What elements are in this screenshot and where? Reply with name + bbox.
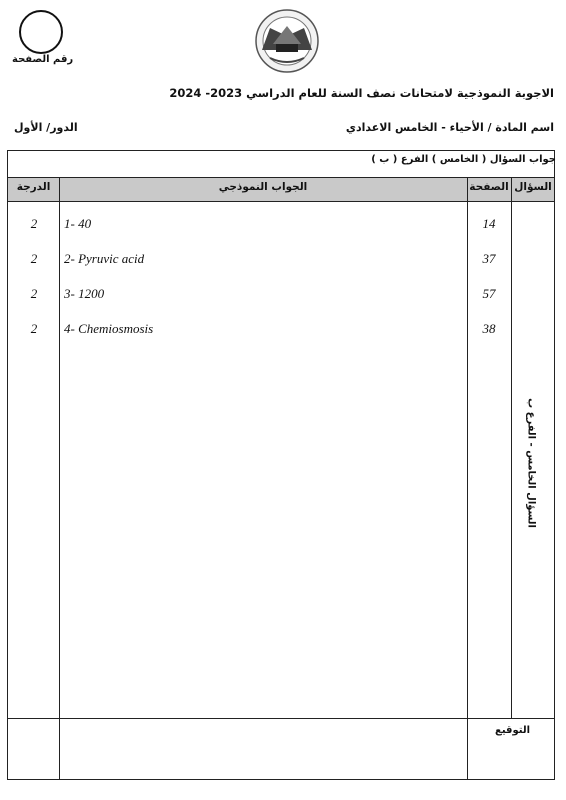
page-cell: 14 — [482, 216, 496, 231]
column-header-model-answer: الجواب النموذجي — [218, 181, 308, 193]
question-vertical-label: السؤال الخامس - الفرع ب — [525, 398, 537, 528]
subject-line: اسم المادة / الأحياء - الخامس الاعدادي — [345, 121, 554, 134]
answer-cell: 2- Pyruvic acid — [64, 251, 145, 266]
page-number-circle — [19, 10, 63, 54]
grade-cell: 2 — [30, 321, 38, 336]
answer-cell: 3- 1200 — [64, 286, 105, 301]
column-header-question: السؤال — [514, 181, 552, 193]
exam-round-label: الدور/ الأول — [14, 121, 78, 134]
signature-divider — [8, 718, 554, 719]
grade-cell: 2 — [30, 251, 38, 266]
signature-label: التوقيع — [495, 725, 530, 736]
ministry-logo — [240, 8, 334, 74]
column-divider — [467, 178, 468, 779]
answer-table-frame — [7, 150, 555, 780]
grade-cell: 2 — [30, 216, 38, 231]
page-cell: 57 — [482, 286, 496, 301]
column-header-grade: الدرجة — [16, 181, 51, 193]
page-number-label: رقم الصفحة — [12, 54, 74, 65]
page-cell: 37 — [482, 251, 496, 266]
column-divider — [511, 178, 512, 719]
column-divider — [59, 178, 60, 779]
grade-cell: 2 — [30, 286, 38, 301]
page-cell: 38 — [482, 321, 496, 336]
answer-section-header: جواب السؤال ( الخامس ) الفرع ( ب ) — [371, 154, 556, 165]
exam-title: الاجوبة النموذجية لامتحانات نصف السنة للعام الدراسي 2023- 2024 — [169, 86, 554, 100]
answer-cell: 1- 40 — [64, 216, 92, 231]
answer-cell: 4- Chemiosmosis — [64, 321, 154, 336]
divider — [8, 201, 554, 202]
column-header-page: الصفحة — [469, 181, 509, 193]
